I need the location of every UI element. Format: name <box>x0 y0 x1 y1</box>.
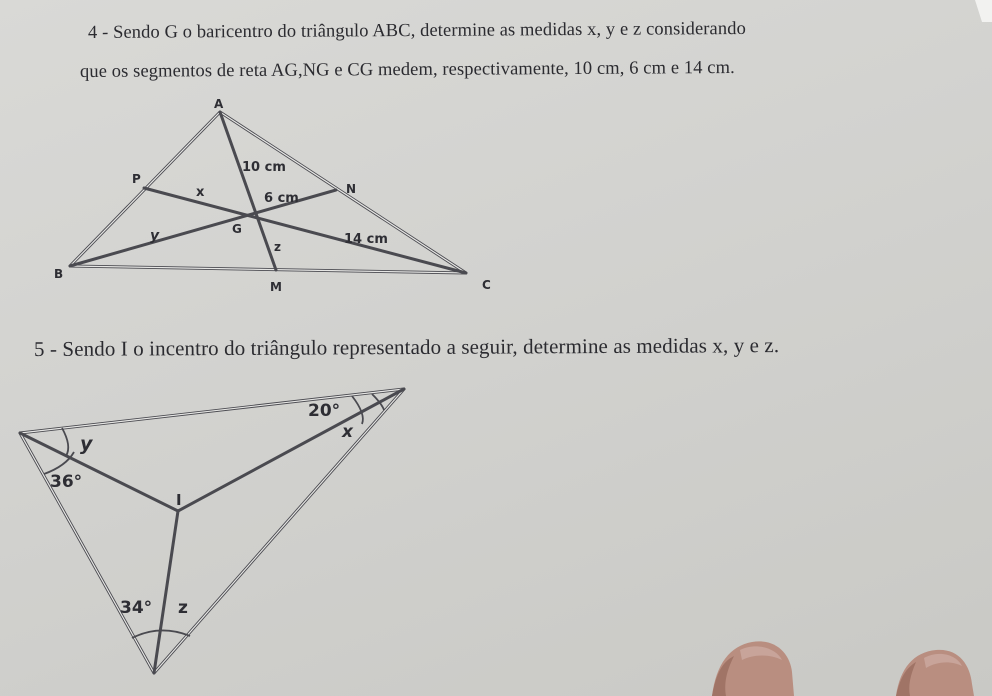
point-p-label: P <box>132 172 141 186</box>
question-5-text: 5 - Sendo I o incentro do triângulo representado a seguir, determine as medidas x, y e z. <box>33 333 780 361</box>
question-4-line-2: que os segmentos de reta AG,NG e CG medem, respectivamente, 10 cm, 6 cm e 14 cm. <box>79 58 735 82</box>
paper-corner <box>975 0 992 22</box>
label-y-fig5: y <box>80 433 93 455</box>
figure-5-triangle <box>20 389 404 673</box>
label-x-fig5: x <box>342 422 353 442</box>
label-z-fig4: z <box>274 240 281 254</box>
point-i-label: I <box>176 491 182 509</box>
point-m-label: M <box>270 280 282 294</box>
vertex-a-label: A <box>214 97 224 111</box>
label-cg-14cm: 14 cm <box>344 232 388 247</box>
vertex-b-label: B <box>54 267 64 281</box>
bisector-top-right <box>178 389 404 511</box>
point-g-label: G <box>232 222 242 236</box>
fingertips-photo-detail <box>712 641 974 696</box>
label-ng-6cm: 6 cm <box>264 191 299 206</box>
question-4-line-1: 4 - Sendo G o baricentro do triângulo ABC, determine as medidas x, y e z considerando <box>87 18 746 43</box>
arc-20 <box>352 396 363 424</box>
angle-20-label: 20° <box>308 401 341 421</box>
point-n-label: N <box>346 182 357 196</box>
arc-y <box>62 428 68 456</box>
figure-4-triangle <box>54 97 491 294</box>
angle-36-label: 36° <box>50 472 83 492</box>
label-x-fig4: x <box>196 185 205 200</box>
label-z-fig5: z <box>178 598 188 618</box>
vertex-c-label: C <box>482 278 491 292</box>
bisector-left <box>20 433 178 511</box>
label-y-fig4: y <box>150 228 160 244</box>
label-ag-10cm: 10 cm <box>242 160 286 175</box>
angle-34-label: 34° <box>120 598 153 618</box>
arc-36 <box>44 452 74 474</box>
